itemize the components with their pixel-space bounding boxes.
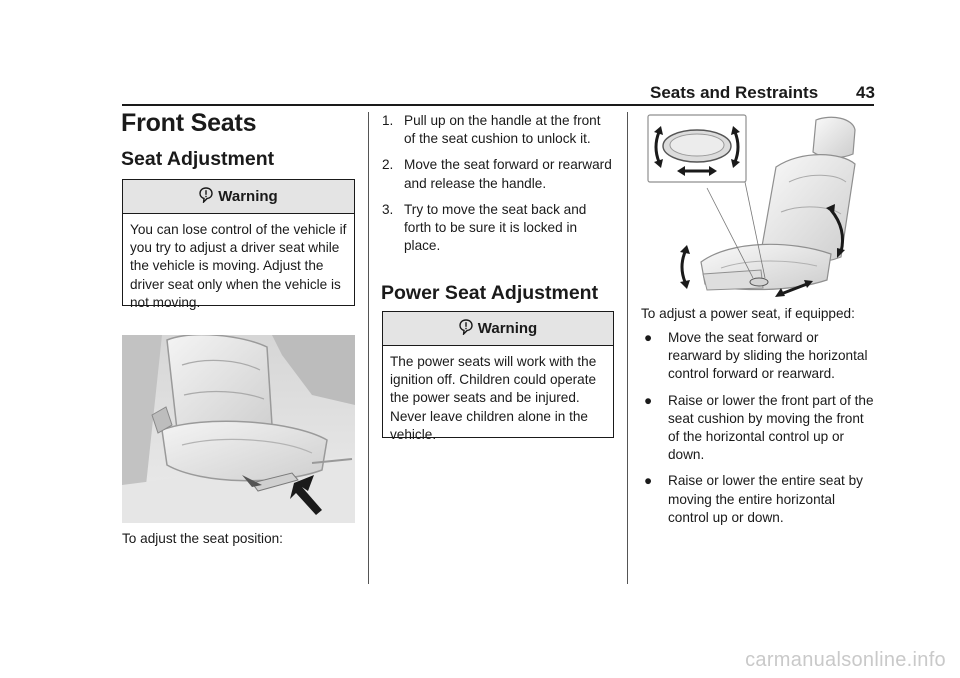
manual-seat-illustration xyxy=(122,335,355,523)
bullet-item-1: ● Move the seat forward or rearward by sliding the horizontal control forward or rearward. xyxy=(641,329,874,384)
power-seat-illustration xyxy=(641,112,874,300)
power-adjust-bullets xyxy=(641,329,874,527)
adjustment-steps xyxy=(382,112,614,255)
warning-speech-bubble-icon xyxy=(459,319,473,339)
bullet-icon: ● xyxy=(644,473,653,489)
watermark: carmanualsonline.info xyxy=(745,649,946,671)
step-2: 2. Move the seat forward or rearward and release the handle. xyxy=(382,157,612,191)
power-adjust-intro: To adjust a power seat, if equipped: xyxy=(641,306,855,321)
warning-text: You can lose control of the vehicle if you try to adjust a driver seat while the vehicle is moving. Adjust the driver seat only when the vehicle is not moving. xyxy=(130,222,347,310)
section-title: Seats and Restraints xyxy=(650,83,819,102)
page-number: 43 xyxy=(856,83,875,102)
bullet-item-3: ● Raise or lower the entire seat by moving the entire horizontal control up or down. xyxy=(641,472,874,527)
column-divider-left xyxy=(368,112,369,584)
header-rule xyxy=(122,104,874,106)
warning-box-seat-adjustment xyxy=(122,179,355,310)
warning-header xyxy=(123,180,354,214)
control-detail-inset xyxy=(648,115,746,182)
warning-label: Warning xyxy=(477,320,538,337)
step-3: 3. Try to move the seat back and forth to be sure it is locked in place. xyxy=(382,201,587,254)
section-heading-power-seat: Power Seat Adjustment xyxy=(381,282,599,304)
manual-adjust-caption: To adjust the seat position: xyxy=(122,531,283,546)
bullet-item-2: ● Raise or lower the front part of the seat cushion by moving the front of the horizontal control up or down. xyxy=(641,392,874,465)
warning-box-power-seat xyxy=(382,311,614,442)
section-heading-seat-adjustment: Seat Adjustment xyxy=(121,148,275,170)
warning-speech-bubble-icon xyxy=(199,187,213,207)
warning-label: Warning xyxy=(218,188,278,205)
page-heading: Front Seats xyxy=(121,109,257,137)
bullet-icon: ● xyxy=(644,392,653,408)
warning-text: The power seats will work with the ignition off. Children could operate the power seats and be injured. Never leave children alone in the vehicle. xyxy=(390,354,597,442)
bullet-icon: ● xyxy=(644,330,653,345)
column-divider-right xyxy=(627,112,628,584)
step-1: 1. Pull up on the handle at the front of the seat cushion to unlock it. xyxy=(382,113,601,147)
warning-header xyxy=(383,312,613,346)
